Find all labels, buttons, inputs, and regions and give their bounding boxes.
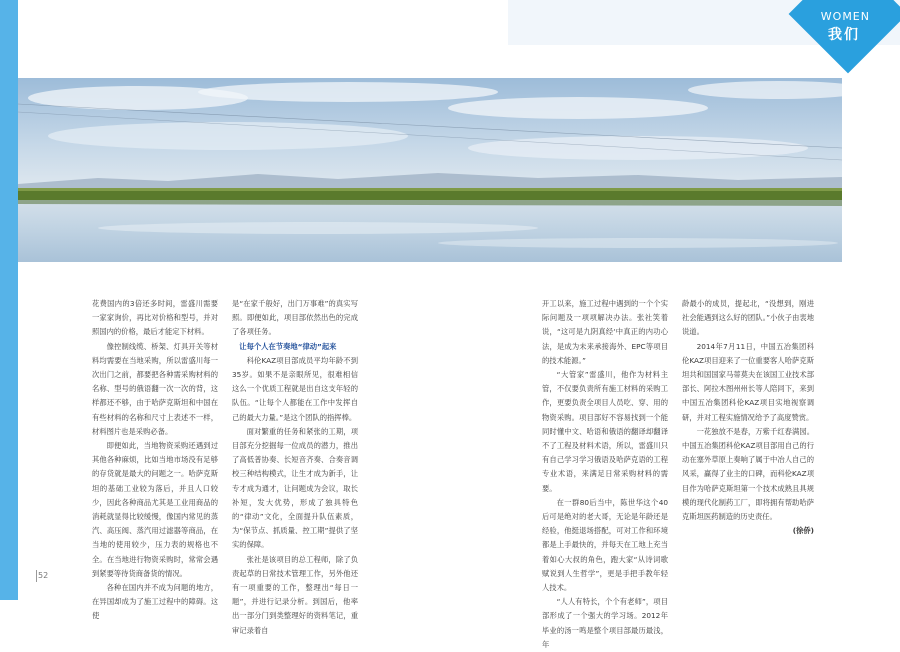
paragraph: 科伦KAZ项目部成员平均年龄不到35岁。如果不是亲眼所见，很难相信这么一个优质工程就是出自这支年轻的队伍。“让每个人都能在工作中发挥自己的最大力量。”是这个团队的指挥棒。 bbox=[232, 355, 358, 422]
paragraph: 2014年7月11日，中国五冶集团科伦KAZ项目迎来了一位重要客人哈萨克斯坦共和国国家马蒂莫夫在该国工业技术部部长、阿拉木图州州长等人陪同下，来到中国五冶集团科伦KAZ项目实地视察调研，并对工程实施情况给予了高度赞赏。 bbox=[682, 341, 814, 422]
paragraph: “人人有特长，个个有老师”，项目部形成了一个强大的学习场。2012年毕业的汤一鸣是整个项目部最历最浅，年 bbox=[542, 597, 668, 649]
paragraph: 是“在家千般好，出门万事难”的真实写照。即便如此，项目部依然出色的完成了各项任务。 bbox=[232, 299, 358, 337]
section-label-en: WOMEN bbox=[820, 10, 870, 23]
paragraph: “大管家”雷盛川，他作为材料主管，不仅要负责所有施工材料的采购工作，更要负责全项目人员吃、穿、用的物资采购。项目部好不容易找到一个能同时懂中文、哈语和俄语的翻译却翻译不了工程及材料术语，所以，雷盛川只有自己学习学习俄语及哈萨克语的工程专业术语，来满足日常采购材料的需要。 bbox=[542, 370, 668, 493]
folio-divider bbox=[36, 570, 37, 582]
paragraph: 像控制线缆、桥架、灯具开关等材料均需要在当地采购，所以雷盛川每一次出门之前，都要把各种需采购材料的名称、型号的俄语翻一次一次的背，这样都还不够，由于哈萨克斯坦和中国在有些材料的名称和尺寸上表述不一样，材料图片也是采购必备。 bbox=[92, 341, 218, 436]
left-accent-bar bbox=[0, 0, 18, 600]
author-signature: (徐侨) bbox=[792, 526, 814, 536]
paragraph: 花费国内的3倍还多时间，雷盛川需要一家家询价，再比对价格和型号，并对照国内的价格，最后才能定下材料。 bbox=[92, 299, 218, 337]
paragraph: 即便如此，当地物资采购还遇到过其他各种麻烦，比如当地市场没有足够的存货就是最大的问题之一。哈萨克斯坦的基础工业较为落后，并且人口较少，因此各种商品尤其是工业用商品的消耗就显得比较缓慢，像国内常见的蒸汽、高压阀、蒸汽用过滤器等商品，在当地的使用较少，压力表的规格也不全。在当地进行物资采购时，常常会遇到紧要等待货商备货的情况。 bbox=[92, 441, 218, 578]
article-column-1 bbox=[92, 297, 218, 624]
paragraph: 面对繁重的任务和紧张的工期，项目部充分挖掘每一位成员的潜力，推出了高低普协奏、长短音齐奏、合奏音调校三种结构模式，让生才成为新手，让专才成为通才，让问题成为会议，取长补短，发大优势，形成了独具特色的“律动”文化，全面提升队伍素质，为“保节点、抓质量、控工期”提供了坚实的保障。 bbox=[232, 426, 358, 550]
section-subheading: 让每个人在节奏地“律动”起来 bbox=[239, 341, 337, 351]
paragraph: 张社是该项目的总工程师，除了负责起草的日常技术管理工作，另外他还有一项重要的工作，整理出“每日一题”，并进行记录分析。到国后，他率出一部分门到类整理好的资料笔记，重审记录着自 bbox=[232, 554, 358, 635]
page-number: 52 bbox=[38, 571, 49, 580]
article-column-4 bbox=[682, 297, 814, 538]
paragraph: 开工以来，施工过程中遇到的一个个实际问题及一项项解决办法。张社笑着说，“这可是九阴真经‘中真正的内功心法，是成为未来承接海外、EPC等项目的技术能源。” bbox=[542, 299, 668, 365]
paragraph: 在一群80后当中，陈世华这个40后可是绝对的老大哥，无论是年龄还是经验，他挺退场搭配，可对工作和环境都是上手最快的，并每天在工地上充当着如心大叔的角色，跑大家“从诗词歌赋说到人生哲学”，更是手把手教年轻人技术。 bbox=[542, 497, 668, 593]
article-column-3 bbox=[542, 297, 668, 652]
article-column-2 bbox=[232, 297, 358, 638]
left-top-band bbox=[18, 0, 450, 45]
paragraph: 一花独放不是春，万紫千红春满园。中国五冶集团科伦KAZ项目部用自己的行动在塞外草原上奏响了属于中冶人自己的风采，赢得了业主的口碑，而科伦KAZ项目作为哈萨克斯坦第一个技术成熟且具规模的现代化制药工厂，即将拥有帮助哈萨克斯坦医药制造的历史责任。 bbox=[682, 426, 814, 522]
paragraph: 各种在国内并不成为问题的地方，在异国却成为了施工过程中的障碍。这使 bbox=[92, 583, 218, 621]
landscape-photo-image bbox=[18, 78, 842, 262]
paragraph: 龄最小的成员，提起北，“没想到，刚进社会能遇到这么好的团队。”小伙子由衷地说道。 bbox=[682, 299, 814, 337]
landscape-lake-photo bbox=[18, 78, 842, 262]
section-label-cn: 我们 bbox=[828, 27, 860, 43]
